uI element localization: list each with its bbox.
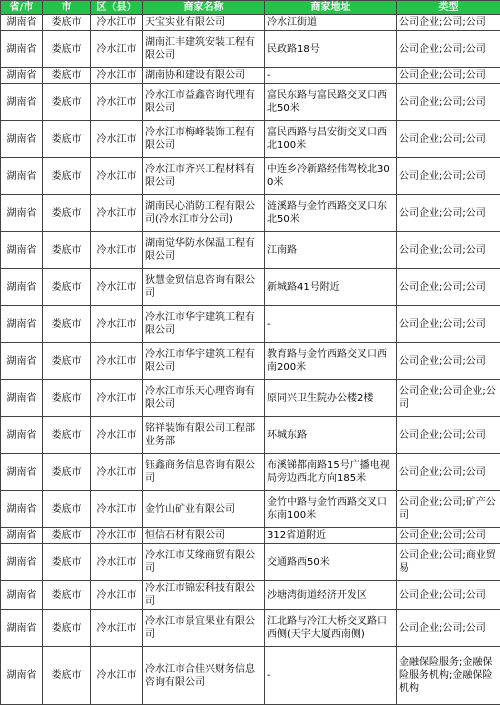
- table-row: [1, 195, 500, 232]
- cell-city: 娄底市: [43, 68, 91, 84]
- cell-city: 娄底市: [43, 380, 91, 417]
- cell-province: 湖南省: [1, 195, 43, 232]
- table-row: [1, 15, 500, 31]
- cell-merchant-name: 冷水江市华宇建筑工程有限公司: [143, 306, 265, 343]
- cell-merchant-address: 布溪锑都南路15号广播电视局旁边西北方向185米: [265, 454, 397, 491]
- cell-city: 娄底市: [43, 417, 91, 454]
- cell-city: 娄底市: [43, 610, 91, 647]
- table-row: [1, 158, 500, 195]
- cell-province: 湖南省: [1, 544, 43, 581]
- cell-city: 娄底市: [43, 121, 91, 158]
- header-province: 省/市: [1, 1, 43, 15]
- table-row: [1, 454, 500, 491]
- cell-merchant-address: 沙塘湾街道经济开发区: [265, 581, 397, 610]
- cell-merchant-name: 冷水江市景宜果业有限公司: [143, 610, 265, 647]
- cell-type: 公司企业;公司;公司: [397, 581, 500, 610]
- cell-district: 冷水江市: [91, 306, 143, 343]
- table-row: [1, 269, 500, 306]
- cell-district: 冷水江市: [91, 269, 143, 306]
- header-merchant-address: 商家地址: [265, 1, 397, 15]
- cell-province: 湖南省: [1, 68, 43, 84]
- cell-merchant-address: 江北路与冷江大桥交叉路口西侧(天宇大厦西南侧): [265, 610, 397, 647]
- cell-type: 公司企业;公司;商业贸易: [397, 544, 500, 581]
- cell-merchant-address: 富民西路与昌安街交叉口西北100米: [265, 121, 397, 158]
- cell-type: 公司企业;公司;公司: [397, 454, 500, 491]
- cell-type: 公司企业;公司;公司: [397, 610, 500, 647]
- cell-province: 湖南省: [1, 343, 43, 380]
- cell-merchant-address: -: [265, 306, 397, 343]
- cell-province: 湖南省: [1, 31, 43, 68]
- cell-merchant-name: 钰鑫商务信息咨询有限公司: [143, 454, 265, 491]
- cell-district: 冷水江市: [91, 581, 143, 610]
- cell-city: 娄底市: [43, 158, 91, 195]
- cell-merchant-name: 冷水江市齐兴工程材料有限公司: [143, 158, 265, 195]
- cell-type: 金融保险服务;金融保险服务机构;金融保险机构: [397, 647, 500, 705]
- cell-merchant-address: 冷水江街道: [265, 15, 397, 31]
- cell-merchant-name: 金竹山矿业有限公司: [143, 491, 265, 528]
- cell-district: 冷水江市: [91, 232, 143, 269]
- cell-merchant-name: 湖南民心消防工程有限公司(冷水江市分公司): [143, 195, 265, 232]
- table-row: [1, 417, 500, 454]
- cell-merchant-name: 湖南汇丰建筑安装工程有限公司: [143, 31, 265, 68]
- cell-district: 冷水江市: [91, 610, 143, 647]
- cell-city: 娄底市: [43, 31, 91, 68]
- cell-province: 湖南省: [1, 491, 43, 528]
- cell-merchant-address: 原同兴卫生院办公楼2楼: [265, 380, 397, 417]
- cell-merchant-name: 天宝实业有限公司: [143, 15, 265, 31]
- cell-merchant-name: 冷水江市梅峰装饰工程有限公司: [143, 121, 265, 158]
- cell-district: 冷水江市: [91, 121, 143, 158]
- cell-merchant-name: 冷水江市合佳兴财务信息咨询有限公司: [143, 647, 265, 705]
- cell-merchant-address: 富民东路与富民路交叉口西北50米: [265, 84, 397, 121]
- cell-merchant-name: 恒信石材有限公司: [143, 528, 265, 544]
- cell-district: 冷水江市: [91, 528, 143, 544]
- cell-city: 娄底市: [43, 528, 91, 544]
- table-row: [1, 232, 500, 269]
- cell-type: 公司企业;公司;公司: [397, 417, 500, 454]
- cell-type: 公司企业;公司;公司: [397, 528, 500, 544]
- header-type: 类型: [397, 1, 500, 15]
- cell-district: 冷水江市: [91, 417, 143, 454]
- cell-merchant-name: 狄慧金贸信息咨询有限公司: [143, 269, 265, 306]
- cell-city: 娄底市: [43, 581, 91, 610]
- table-body: [1, 15, 500, 705]
- cell-city: 娄底市: [43, 269, 91, 306]
- cell-province: 湖南省: [1, 647, 43, 705]
- cell-province: 湖南省: [1, 306, 43, 343]
- cell-merchant-address: 新城路41号附近: [265, 269, 397, 306]
- header-merchant-name: 商家名称: [143, 1, 265, 15]
- table-row: [1, 68, 500, 84]
- table-row: [1, 306, 500, 343]
- cell-type: 公司企业;公司;公司: [397, 121, 500, 158]
- header-city: 市: [43, 1, 91, 15]
- cell-city: 娄底市: [43, 491, 91, 528]
- table-row: [1, 528, 500, 544]
- cell-merchant-name: 冷水江市锦宏科技有限公司: [143, 581, 265, 610]
- cell-city: 娄底市: [43, 306, 91, 343]
- cell-province: 湖南省: [1, 158, 43, 195]
- cell-province: 湖南省: [1, 232, 43, 269]
- table-row: [1, 581, 500, 610]
- cell-province: 湖南省: [1, 121, 43, 158]
- cell-merchant-name: 铭祥装饰有限公司工程部业务部: [143, 417, 265, 454]
- cell-province: 湖南省: [1, 528, 43, 544]
- cell-merchant-name: 冷水江市艾缘商贸有限公司: [143, 544, 265, 581]
- cell-district: 冷水江市: [91, 454, 143, 491]
- cell-merchant-address: 涟溪路与金竹西路交叉口东北50米: [265, 195, 397, 232]
- cell-province: 湖南省: [1, 417, 43, 454]
- cell-city: 娄底市: [43, 343, 91, 380]
- cell-type: 公司企业;公司;矿产公司: [397, 491, 500, 528]
- cell-district: 冷水江市: [91, 15, 143, 31]
- cell-merchant-address: 教育路与金竹西路交叉口西南200米: [265, 343, 397, 380]
- table-row: [1, 380, 500, 417]
- cell-province: 湖南省: [1, 454, 43, 491]
- cell-type: 公司企业;公司;公司: [397, 68, 500, 84]
- cell-merchant-name: 冷水江市乐天心理咨询有限公司: [143, 380, 265, 417]
- cell-district: 冷水江市: [91, 158, 143, 195]
- cell-district: 冷水江市: [91, 84, 143, 121]
- header-district: 区（县）: [91, 1, 143, 15]
- cell-type: 公司企业;公司;公司: [397, 84, 500, 121]
- table-row: [1, 610, 500, 647]
- cell-city: 娄底市: [43, 544, 91, 581]
- cell-province: 湖南省: [1, 269, 43, 306]
- cell-type: 公司企业;公司;公司: [397, 31, 500, 68]
- cell-type: 公司企业;公司;公司: [397, 195, 500, 232]
- table-row: [1, 343, 500, 380]
- cell-merchant-address: -: [265, 647, 397, 705]
- cell-city: 娄底市: [43, 232, 91, 269]
- table-row: [1, 31, 500, 68]
- cell-province: 湖南省: [1, 15, 43, 31]
- cell-type: 公司企业;公司;公司: [397, 343, 500, 380]
- cell-type: 公司企业;公司;公司: [397, 158, 500, 195]
- cell-merchant-name: 湖南协和建设有限公司: [143, 68, 265, 84]
- cell-district: 冷水江市: [91, 647, 143, 705]
- table-row: [1, 84, 500, 121]
- cell-type: 公司企业;公司;公司: [397, 269, 500, 306]
- cell-merchant-address: 交通路西50米: [265, 544, 397, 581]
- cell-merchant-address: 312省道附近: [265, 528, 397, 544]
- cell-merchant-address: 环城东路: [265, 417, 397, 454]
- table-row: [1, 544, 500, 581]
- cell-district: 冷水江市: [91, 31, 143, 68]
- table-row: [1, 647, 500, 705]
- cell-province: 湖南省: [1, 380, 43, 417]
- cell-province: 湖南省: [1, 610, 43, 647]
- cell-merchant-name: 冷水江市益鑫咨询代理有限公司: [143, 84, 265, 121]
- cell-city: 娄底市: [43, 647, 91, 705]
- cell-merchant-address: 金竹中路与金竹西路交叉口东南100米: [265, 491, 397, 528]
- cell-province: 湖南省: [1, 581, 43, 610]
- cell-district: 冷水江市: [91, 343, 143, 380]
- cell-district: 冷水江市: [91, 491, 143, 528]
- cell-merchant-address: 中连乡冷新路经伟驾校北300米: [265, 158, 397, 195]
- cell-city: 娄底市: [43, 15, 91, 31]
- cell-type: 公司企业;公司;公司: [397, 306, 500, 343]
- cell-district: 冷水江市: [91, 380, 143, 417]
- cell-city: 娄底市: [43, 454, 91, 491]
- cell-type: 公司企业;公司;公司: [397, 15, 500, 31]
- cell-district: 冷水江市: [91, 195, 143, 232]
- cell-district: 冷水江市: [91, 68, 143, 84]
- cell-type: 公司企业;公司;公司: [397, 232, 500, 269]
- cell-province: 湖南省: [1, 84, 43, 121]
- table-header-row: [1, 1, 500, 15]
- cell-merchant-name: 湖南觉华防水保温工程有限公司: [143, 232, 265, 269]
- cell-merchant-address: 江南路: [265, 232, 397, 269]
- cell-merchant-address: 民政路18号: [265, 31, 397, 68]
- cell-district: 冷水江市: [91, 544, 143, 581]
- cell-type: 公司企业;公司企业;公司: [397, 380, 500, 417]
- table-row: [1, 121, 500, 158]
- cell-merchant-name: 冷水江市华宇建筑工程有限公司: [143, 343, 265, 380]
- cell-city: 娄底市: [43, 195, 91, 232]
- cell-city: 娄底市: [43, 84, 91, 121]
- table-row: [1, 491, 500, 528]
- cell-merchant-address: -: [265, 68, 397, 84]
